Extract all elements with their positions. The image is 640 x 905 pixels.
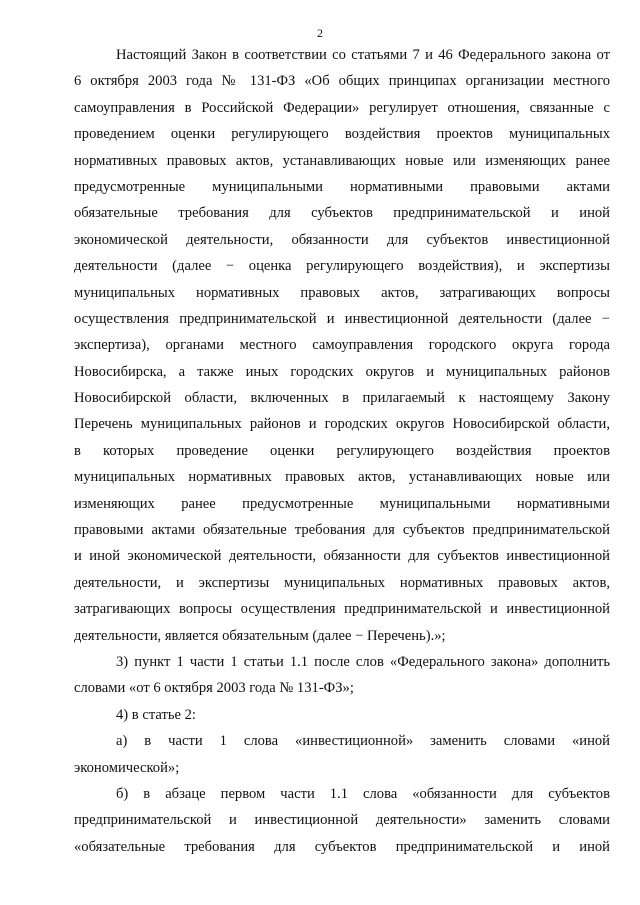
text-line: деятельности (далее − оценка регулирующего воздействия), и экспертизы — [74, 258, 610, 275]
text-line: а) в части 1 слова «инвестиционной» заменить словами «иной — [116, 733, 610, 750]
text-line: словами «от 6 октября 2003 года № 131-ФЗ»; — [74, 680, 354, 697]
text-line: муниципальных нормативных правовых актов, устанавливающих новые или — [74, 469, 610, 486]
document-body — [74, 42, 610, 860]
text-line: Новосибирской области, включенных в прилагаемый к настоящему Закону — [74, 390, 610, 407]
paragraph-subitem-a — [74, 728, 610, 781]
text-line: в которых проведение оценки регулирующего воздействия проектов — [74, 442, 610, 459]
text-line: 6 октября 2003 года № 131-ФЗ «Об общих принципах организации местного — [74, 73, 610, 90]
paragraph-law-scope — [74, 42, 610, 649]
text-line: экономической деятельности, обязанности для субъектов инвестиционной — [74, 231, 610, 248]
text-line: экономической»; — [74, 759, 180, 776]
text-line: Новосибирска, а также иных городских округов и муниципальных районов — [74, 363, 610, 380]
text-line: 3) пункт 1 части 1 статьи 1.1 после слов «Федерального закона» дополнить — [116, 653, 610, 670]
text-line: деятельности, и экспертизы муниципальных нормативных правовых актов, — [74, 574, 610, 591]
text-line: обязательные требования для субъектов предпринимательской и иной — [74, 205, 610, 222]
text-line: деятельности, является обязательным (далее − Перечень).»; — [74, 627, 446, 644]
paragraph-item-3 — [74, 649, 610, 702]
text-line: «обязательные требования для субъектов предпринимательской и иной — [74, 838, 610, 855]
text-line: осуществления предпринимательской и инвестиционной деятельности (далее − — [74, 310, 610, 327]
text-line: 4) в статье 2: — [116, 706, 196, 723]
text-line: нормативных правовых актов, устанавливающих новые или изменяющих ранее — [74, 152, 610, 169]
page-number: 2 — [317, 26, 323, 40]
text-line: Настоящий Закон в соответствии со статьями 7 и 46 Федерального закона от — [116, 47, 610, 63]
text-line: самоуправления в Российской Федерации» регулирует отношения, связанные с — [74, 99, 610, 116]
text-line: Перечень муниципальных районов и городских округов Новосибирской области, — [74, 416, 610, 433]
paragraph-item-4 — [74, 702, 610, 728]
text-line: и иной экономической деятельности, обязанности для субъектов инвестиционной — [74, 548, 610, 565]
text-line: предусмотренные муниципальными нормативными правовыми актами — [74, 178, 610, 195]
text-line: правовыми актами обязательные требования для субъектов предпринимательской — [74, 522, 610, 539]
text-line: муниципальных нормативных правовых актов, затрагивающих вопросы — [74, 284, 610, 301]
text-line: б) в абзаце первом части 1.1 слова «обязанности для субъектов — [116, 785, 610, 802]
text-line: затрагивающих вопросы осуществления предпринимательской и инвестиционной — [74, 601, 610, 618]
text-line: предпринимательской и инвестиционной деятельности» заменить словами — [74, 812, 610, 829]
text-line: изменяющих ранее предусмотренные муниципальными нормативными — [74, 495, 610, 512]
text-line: экспертиза), органами местного самоуправления городского округа города — [74, 337, 610, 354]
text-line: проведением оценки регулирующего воздействия проектов муниципальных — [74, 126, 610, 143]
paragraph-subitem-b — [74, 781, 610, 860]
